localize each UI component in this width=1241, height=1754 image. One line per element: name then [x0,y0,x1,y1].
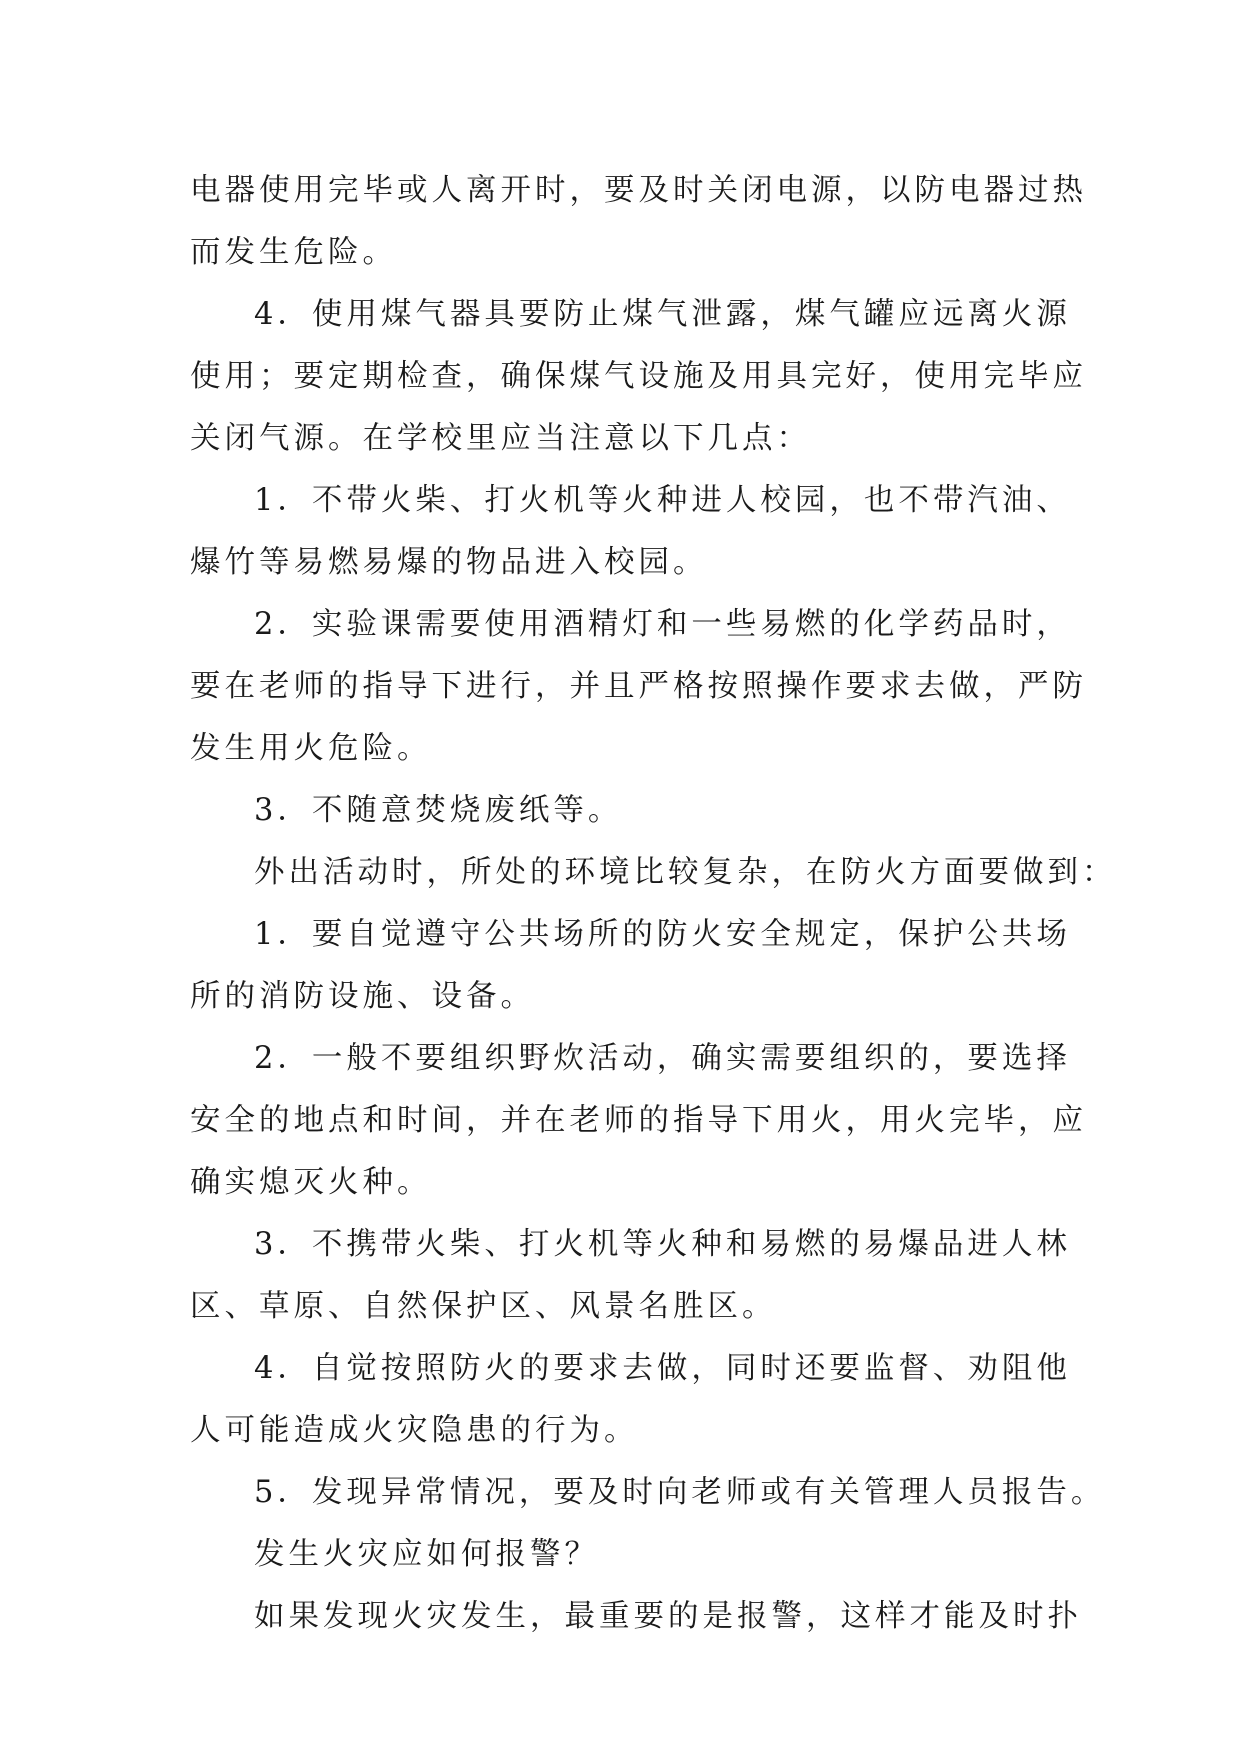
text-line: 区、草原、自然保护区、风景名胜区。 [190,1289,777,1324]
text-line: 人可能造成火灾隐患的行为。 [190,1413,639,1448]
text-line: 2．实验课需要使用酒精灯和一些易燃的化学药品时， [254,607,1071,642]
text-line: 而发生危险。 [190,235,397,270]
text-line: 3．不随意焚烧废纸等。 [254,793,623,828]
text-line: 外出活动时，所处的环境比较复杂，在防火方面要做到： [254,855,1117,890]
text-line: 4．使用煤气器具要防止煤气泄露，煤气罐应远离火源 [254,297,1071,332]
text-line: 3．不携带火柴、打火机等火种和易燃的易爆品进人林 [254,1227,1071,1262]
text-line: 要在老师的指导下进行，并且严格按照操作要求去做，严防 [190,669,1087,704]
text-line: 关闭气源。在学校里应当注意以下几点： [190,421,811,456]
text-line: 发生用火危险。 [190,731,432,766]
text-line: 2．一般不要组织野炊活动，确实需要组织的，要选择 [254,1041,1071,1076]
text-line: 5．发现异常情况，要及时向老师或有关管理人员报告。 [254,1475,1106,1510]
text-line: 确实熄灭火种。 [190,1165,432,1200]
text-line: 1．要自觉遵守公共场所的防火安全规定，保护公共场 [254,917,1071,952]
text-line: 如果发现火灾发生，最重要的是报警，这样才能及时扑 [254,1599,1082,1634]
text-line: 发生火灾应如何报警？ [254,1537,599,1572]
text-line: 4．自觉按照防火的要求去做，同时还要监督、劝阻他 [254,1351,1071,1386]
text-line: 所的消防设施、设备。 [190,979,535,1014]
text-line: 安全的地点和时间，并在老师的指导下用火，用火完毕，应 [190,1103,1087,1138]
text-line: 使用；要定期检查，确保煤气设施及用具完好，使用完毕应 [190,359,1087,394]
text-line: 爆竹等易燃易爆的物品进入校园。 [190,545,708,580]
text-line: 1．不带火柴、打火机等火种进人校园，也不带汽油、 [254,483,1071,518]
body-text [190,160,1117,1648]
text-line: 电器使用完毕或人离开时，要及时关闭电源，以防电器过热 [190,173,1087,208]
